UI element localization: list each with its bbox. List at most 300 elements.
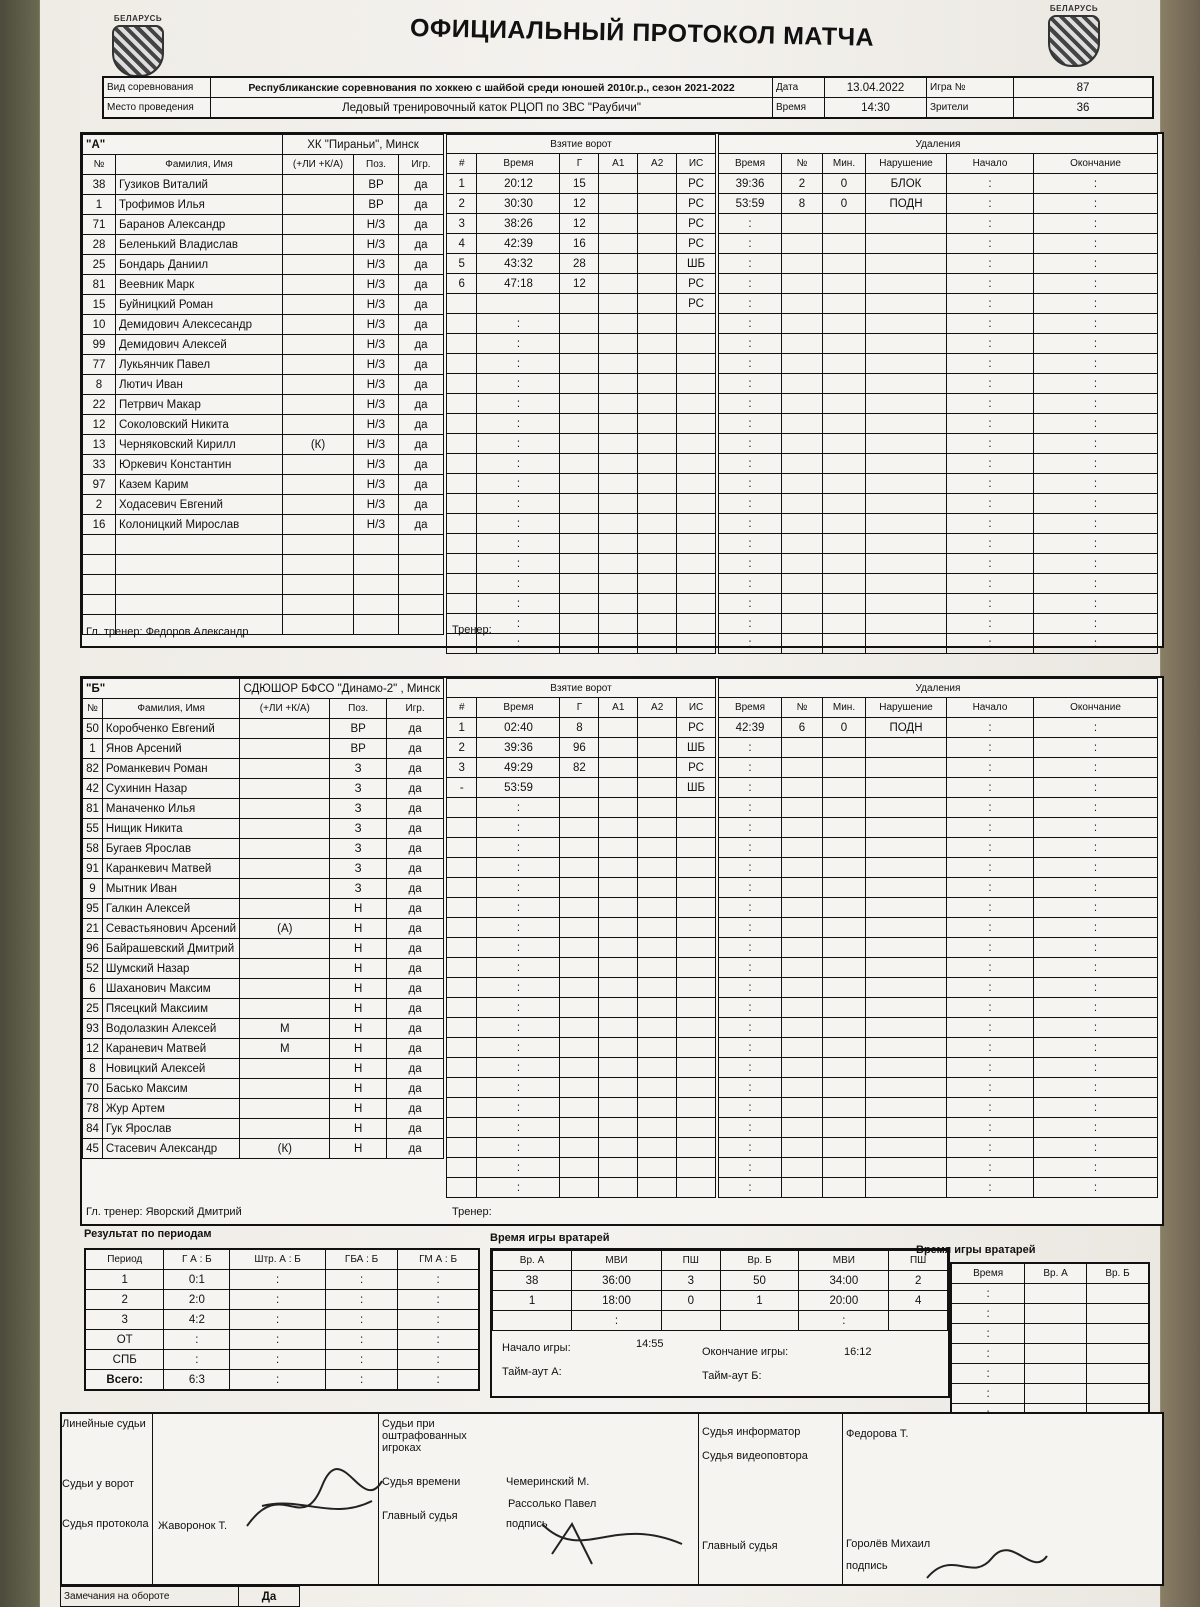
goal-assist-1 (599, 798, 638, 818)
penalty-row (719, 958, 1158, 978)
pen-minutes (823, 738, 866, 758)
pen-start: : (947, 1078, 1034, 1098)
player-empty-cell (83, 595, 116, 615)
pen-col-infraction: Нарушение (866, 698, 947, 718)
player-number: 70 (83, 1079, 103, 1099)
penalty-row (719, 454, 1158, 474)
goal-situation (677, 938, 716, 958)
goal-situation: ШБ (677, 254, 716, 274)
goal-scorer: 15 (560, 174, 599, 194)
penalty-row (719, 194, 1158, 214)
pen-player (782, 1098, 823, 1118)
periods-title: Результат по периодам (84, 1228, 212, 1240)
venue-label: Место проведения (103, 98, 211, 119)
pen-minutes (823, 274, 866, 294)
goal-row (447, 474, 716, 494)
player-played: да (387, 1019, 444, 1039)
player-name: Романкевич Роман (102, 759, 240, 779)
pen-col-end: Окончание (1034, 698, 1158, 718)
goal-assist-1 (599, 314, 638, 334)
goal-situation: РС (677, 234, 716, 254)
pen-minutes (823, 1138, 866, 1158)
goal-assist-2 (638, 718, 677, 738)
goal-situation (677, 474, 716, 494)
gk-cell: 1 (720, 1291, 799, 1311)
goal-row (447, 194, 716, 214)
goal-number (447, 454, 477, 474)
goal-assist-2 (638, 254, 677, 274)
goal-number (447, 514, 477, 534)
goal-assist-2 (638, 758, 677, 778)
protocol-judge-label: Судья протокола (62, 1518, 149, 1530)
officials-section (60, 1412, 1164, 1586)
player-number: 81 (83, 799, 103, 819)
goal-situation: РС (677, 274, 716, 294)
pen-player (782, 314, 823, 334)
gk-col-header: Вр. А (493, 1251, 572, 1271)
goal-number (447, 474, 477, 494)
goal-assist-2 (638, 1158, 677, 1178)
goal-col-scorer: Г (560, 154, 599, 174)
gk-col-header: МВИ (799, 1251, 889, 1271)
pen-time: : (719, 1098, 782, 1118)
goal-number (447, 1098, 477, 1118)
player-row (83, 235, 444, 255)
goal-row (447, 718, 716, 738)
period-col-header: ГМ А : Б (398, 1249, 479, 1270)
pen-minutes (823, 534, 866, 554)
date-value: 13.04.2022 (825, 77, 927, 98)
player-name: Колоницкий Мирослав (116, 515, 283, 535)
pen-minutes (823, 294, 866, 314)
period-stat: : (325, 1290, 397, 1310)
pen-time: : (719, 514, 782, 534)
player-number: 33 (83, 455, 116, 475)
player-played: да (399, 195, 444, 215)
pen-infraction (866, 574, 947, 594)
goal-number: 5 (447, 254, 477, 274)
pen-end: : (1034, 274, 1158, 294)
goal-time: : (477, 554, 560, 574)
goal-situation: РС (677, 294, 716, 314)
pen-minutes (823, 1118, 866, 1138)
gk-col-header: Вр. Б (720, 1251, 799, 1271)
goal-situation (677, 1058, 716, 1078)
gk-row (493, 1271, 948, 1291)
pen-infraction (866, 434, 947, 454)
period-score: : (164, 1330, 230, 1350)
goal-situation: РС (677, 174, 716, 194)
pen-infraction (866, 1098, 947, 1118)
pen-minutes (823, 454, 866, 474)
pen-end: : (1034, 918, 1158, 938)
pen-infraction (866, 798, 947, 818)
pen-infraction (866, 858, 947, 878)
goal-assist-2 (638, 1078, 677, 1098)
player-name: Байрашевский Дмитрий (102, 939, 240, 959)
goal-number (447, 878, 477, 898)
goal-number (447, 294, 477, 314)
pen-end: : (1034, 778, 1158, 798)
pen-infraction (866, 958, 947, 978)
pen-player (782, 798, 823, 818)
gk2-row (951, 1384, 1149, 1404)
goal-row (447, 798, 716, 818)
gk2-col-header: Вр. А (1025, 1263, 1087, 1284)
penalty-row (719, 858, 1158, 878)
pen-time: : (719, 1158, 782, 1178)
player-position: Н/З (354, 215, 399, 235)
player-row (83, 1019, 444, 1039)
spectators-label: Зрители (927, 98, 1014, 119)
goal-assist-1 (599, 214, 638, 234)
player-position: Н/З (354, 235, 399, 255)
goal-time: : (477, 958, 560, 978)
pen-infraction (866, 978, 947, 998)
pen-player (782, 758, 823, 778)
goal-number (447, 1158, 477, 1178)
goal-situation (677, 958, 716, 978)
pen-start: : (947, 394, 1034, 414)
pen-infraction (866, 1118, 947, 1138)
pen-end: : (1034, 514, 1158, 534)
player-number: 84 (83, 1119, 103, 1139)
pen-infraction (866, 254, 947, 274)
goal-scorer: 82 (560, 758, 599, 778)
player-row (83, 575, 444, 595)
pen-player: 8 (782, 194, 823, 214)
pen-end: : (1034, 534, 1158, 554)
goal-scorer (560, 414, 599, 434)
pen-time: : (719, 958, 782, 978)
gk-cell: 18:00 (572, 1291, 662, 1311)
gk-cell: 3 (661, 1271, 720, 1291)
goal-situation (677, 374, 716, 394)
pen-time: : (719, 614, 782, 634)
goal-assist-2 (638, 1118, 677, 1138)
goal-assist-1 (599, 1178, 638, 1198)
player-number: 91 (83, 859, 103, 879)
player-empty-cell (83, 535, 116, 555)
player-number: 16 (83, 515, 116, 535)
gk-cell: : (799, 1311, 889, 1331)
pen-infraction: ПОДН (866, 194, 947, 214)
belarus-emblem-icon (1048, 15, 1100, 67)
player-position: Н/З (354, 335, 399, 355)
goal-situation (677, 818, 716, 838)
pen-infraction (866, 294, 947, 314)
goal-time: : (477, 334, 560, 354)
goal-situation (677, 1138, 716, 1158)
player-number: 58 (83, 839, 103, 859)
goal-scorer (560, 918, 599, 938)
goal-time: : (477, 594, 560, 614)
player-role: (К) (240, 1139, 330, 1159)
goal-scorer (560, 514, 599, 534)
goal-scorer (560, 394, 599, 414)
pen-start: : (947, 958, 1034, 978)
player-played: да (387, 1099, 444, 1119)
player-role (240, 959, 330, 979)
pen-time: : (719, 838, 782, 858)
chief-referee-label: Главный судья (702, 1540, 778, 1552)
pen-minutes (823, 414, 866, 434)
player-position: Н (330, 979, 387, 999)
goal-scorer: 16 (560, 234, 599, 254)
goal-row (447, 454, 716, 474)
goal-assist-1 (599, 474, 638, 494)
pen-time: : (719, 1078, 782, 1098)
pen-time: 42:39 (719, 718, 782, 738)
pen-time: : (719, 474, 782, 494)
pen-col-end: Окончание (1034, 154, 1158, 174)
player-played: да (399, 455, 444, 475)
pen-end: : (1034, 334, 1158, 354)
goal-situation (677, 1158, 716, 1178)
pen-start: : (947, 174, 1034, 194)
player-row (83, 1059, 444, 1079)
penalty-row (719, 494, 1158, 514)
player-position: З (330, 799, 387, 819)
player-row (83, 879, 444, 899)
pen-start: : (947, 1178, 1034, 1198)
chief-referee-name: Горолёв Михаил (846, 1538, 931, 1550)
player-played: да (399, 495, 444, 515)
goal-scorer (560, 374, 599, 394)
player-number: 52 (83, 959, 103, 979)
penalty-row (719, 554, 1158, 574)
goal-time: : (477, 898, 560, 918)
period-name: Всего: (85, 1370, 164, 1391)
penalty-row (719, 778, 1158, 798)
gk-cell: 36:00 (572, 1271, 662, 1291)
pen-start: : (947, 234, 1034, 254)
goal-scorer (560, 314, 599, 334)
pen-minutes (823, 918, 866, 938)
player-number: 6 (83, 979, 103, 999)
penalty-row (719, 374, 1158, 394)
pen-player (782, 1078, 823, 1098)
pen-end: : (1034, 818, 1158, 838)
gk-cell: 34:00 (799, 1271, 889, 1291)
player-role (240, 759, 330, 779)
goal-situation (677, 1178, 716, 1198)
pen-start: : (947, 898, 1034, 918)
pen-start: : (947, 998, 1034, 1018)
penalty-row (719, 574, 1158, 594)
goal-time: : (477, 474, 560, 494)
goal-time: : (477, 574, 560, 594)
player-played: да (399, 435, 444, 455)
pen-minutes (823, 334, 866, 354)
pen-infraction (866, 354, 947, 374)
pen-col-num: № (782, 154, 823, 174)
pen-minutes (823, 1058, 866, 1078)
goal-assist-1 (599, 494, 638, 514)
player-name: Соколовский Никита (116, 415, 283, 435)
pen-start: : (947, 1118, 1034, 1138)
pen-start: : (947, 1038, 1034, 1058)
player-row (83, 275, 444, 295)
goal-assist-1 (599, 174, 638, 194)
goal-time: : (477, 614, 560, 634)
goal-number (447, 1178, 477, 1198)
goal-number (447, 574, 477, 594)
goal-number: 4 (447, 234, 477, 254)
goal-number: 3 (447, 758, 477, 778)
pen-minutes (823, 594, 866, 614)
period-score: 0:1 (164, 1270, 230, 1290)
goal-assist-2 (638, 1018, 677, 1038)
timeout-b-label: Тайм-аут Б: (702, 1370, 762, 1382)
goals-title: Взятие ворот (447, 135, 716, 154)
goal-assist-1 (599, 634, 638, 654)
goal-number (447, 394, 477, 414)
goal-assist-1 (599, 254, 638, 274)
goal-assist-2 (638, 1098, 677, 1118)
pen-infraction (866, 634, 947, 654)
pen-minutes: 0 (823, 174, 866, 194)
player-number: 45 (83, 1139, 103, 1159)
team-b-name: СДЮШОР БФСО "Динамо-2" , Минск (240, 679, 444, 699)
player-number: 1 (83, 195, 116, 215)
pen-start: : (947, 738, 1034, 758)
gk2-cell: : (951, 1344, 1025, 1364)
player-number: 50 (83, 719, 103, 739)
player-name: Мытник Иван (102, 879, 240, 899)
gk2-cell: : (951, 1364, 1025, 1384)
pen-player (782, 434, 823, 454)
goal-time: : (477, 1138, 560, 1158)
pen-end: : (1034, 1078, 1158, 1098)
goal-assist-1 (599, 594, 638, 614)
player-played: да (387, 839, 444, 859)
player-role (283, 315, 354, 335)
goal-situation (677, 838, 716, 858)
pen-minutes (823, 958, 866, 978)
pen-start: : (947, 614, 1034, 634)
player-row (83, 415, 444, 435)
gk-table (492, 1250, 948, 1331)
goal-assist-1 (599, 554, 638, 574)
period-score: 2:0 (164, 1290, 230, 1310)
player-role (240, 1079, 330, 1099)
player-played: да (387, 899, 444, 919)
goal-assist-1 (599, 858, 638, 878)
player-name: Демидович Алексей (116, 335, 283, 355)
pen-player (782, 354, 823, 374)
goal-assist-1 (599, 294, 638, 314)
goal-assist-2 (638, 858, 677, 878)
goal-number (447, 818, 477, 838)
player-row (83, 175, 444, 195)
pen-player (782, 838, 823, 858)
gk2-row (951, 1324, 1149, 1344)
player-played: да (387, 779, 444, 799)
pen-player (782, 394, 823, 414)
goal-situation: РС (677, 718, 716, 738)
player-role (240, 979, 330, 999)
goal-time: : (477, 314, 560, 334)
gk-cell: 38 (493, 1271, 572, 1291)
pen-start: : (947, 1158, 1034, 1178)
goal-assist-2 (638, 978, 677, 998)
team-b-roster (82, 678, 444, 1159)
goal-situation (677, 574, 716, 594)
pen-time: : (719, 494, 782, 514)
player-empty-cell (116, 575, 283, 595)
goal-scorer (560, 434, 599, 454)
period-score: 4:2 (164, 1310, 230, 1330)
goal-time: 47:18 (477, 274, 560, 294)
player-position: Н (330, 999, 387, 1019)
goal-row (447, 978, 716, 998)
penalty-row (719, 878, 1158, 898)
goal-situation (677, 594, 716, 614)
penalty-row (719, 1058, 1158, 1078)
player-role (283, 355, 354, 375)
pen-end: : (1034, 354, 1158, 374)
gk2-col-header: Вр. Б (1086, 1263, 1149, 1284)
goal-number (447, 978, 477, 998)
penalty-row (719, 818, 1158, 838)
period-col-header: ГБА : Б (325, 1249, 397, 1270)
pen-start: : (947, 294, 1034, 314)
referee-name: Рассолько Павел (508, 1498, 597, 1510)
period-row (85, 1350, 479, 1370)
pen-minutes (823, 998, 866, 1018)
pen-time: : (719, 214, 782, 234)
pen-minutes: 0 (823, 194, 866, 214)
pen-minutes (823, 1098, 866, 1118)
player-played: да (399, 515, 444, 535)
pen-time: : (719, 758, 782, 778)
player-number: 42 (83, 779, 103, 799)
player-played: да (399, 295, 444, 315)
pen-end: : (1034, 574, 1158, 594)
player-name: Караневич Матвей (102, 1039, 240, 1059)
time-value: 14:30 (825, 98, 927, 119)
goal-assist-2 (638, 554, 677, 574)
goal-assist-1 (599, 838, 638, 858)
goal-row (447, 554, 716, 574)
goal-assist-1 (599, 614, 638, 634)
gk2-table (950, 1262, 1150, 1425)
pen-infraction (866, 614, 947, 634)
pen-end: : (1034, 838, 1158, 858)
pen-start: : (947, 494, 1034, 514)
goal-assist-1 (599, 1018, 638, 1038)
goal-row (447, 778, 716, 798)
period-stat: : (230, 1370, 326, 1391)
goal-assist-2 (638, 838, 677, 858)
pen-col-start: Начало (947, 154, 1034, 174)
player-played: да (387, 879, 444, 899)
competition-value: Республиканские соревнования по хоккею с шайбой среди юношей 2010г.р., сезон 2021-2022 (211, 77, 773, 98)
player-position: Н (330, 1099, 387, 1119)
pen-start: : (947, 778, 1034, 798)
goal-time: : (477, 354, 560, 374)
period-name: 2 (85, 1290, 164, 1310)
player-played: да (387, 759, 444, 779)
goal-assist-2 (638, 314, 677, 334)
pen-start: : (947, 474, 1034, 494)
goal-scorer: 8 (560, 718, 599, 738)
period-stat: : (398, 1350, 479, 1370)
pen-player (782, 1138, 823, 1158)
period-score: : (164, 1350, 230, 1370)
player-number: 77 (83, 355, 116, 375)
